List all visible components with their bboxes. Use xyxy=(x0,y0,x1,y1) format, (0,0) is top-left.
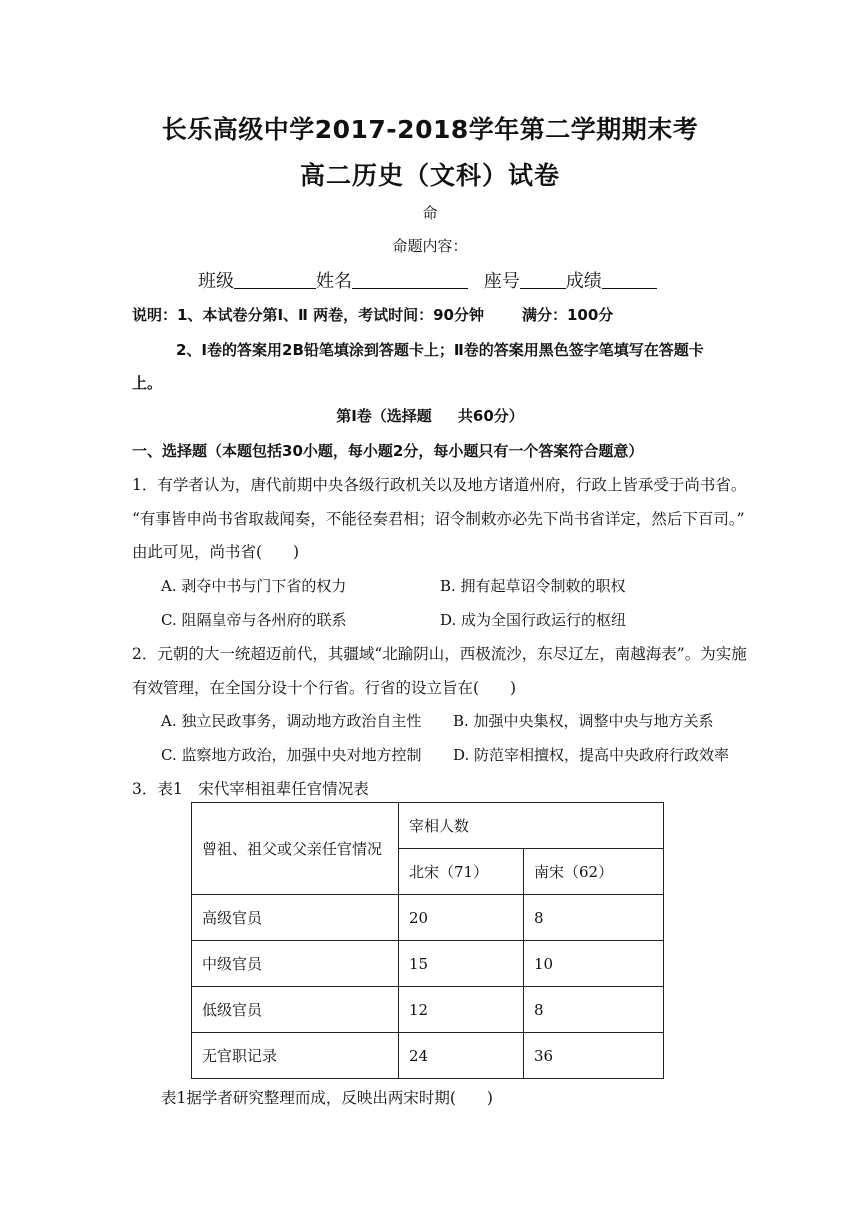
table-cell-value: 12 xyxy=(399,987,524,1033)
q3-stem: 表1据学者研究整理而成，反映出两宋时期( ) xyxy=(161,1089,493,1107)
table-row xyxy=(192,895,664,941)
q1-option-c: C. 阻隔皇帝与各州府的联系 xyxy=(161,611,347,629)
table-group-header: 宰相人数 xyxy=(399,803,664,849)
table-col-north-song: 北宋（71） xyxy=(399,849,524,895)
instruction-line-1 xyxy=(132,304,613,325)
q2-option-b: B. 加强中央集权，调整中央与地方关系 xyxy=(453,712,714,730)
class-blank xyxy=(234,270,316,289)
exam-title: 长乐高级中学2017-2018学年第二学期期末考 xyxy=(161,115,699,144)
table-cell-label: 高级官员 xyxy=(192,895,399,941)
q2-line-2: 有效管理，在全国分设十个行省。行省的设立旨在( ) xyxy=(132,679,517,697)
author-line: 命 xyxy=(422,204,438,222)
table-cell-value: 15 xyxy=(399,941,524,987)
instruction-line-2: 2、Ⅰ卷的答案用2B铅笔填涂到答题卡上；Ⅱ卷的答案用黑色签字笔填写在答题卡 xyxy=(176,341,704,359)
seat-label: 座号 xyxy=(483,271,520,292)
table-cell-value: 10 xyxy=(524,941,664,987)
table-cell-value: 20 xyxy=(399,895,524,941)
table-row xyxy=(192,1033,664,1079)
q1-option-a: A. 剥夺中书与门下省的权力 xyxy=(161,577,347,595)
student-info-row xyxy=(198,267,657,293)
q1-option-b: B. 拥有起草诏令制敕的职权 xyxy=(440,577,626,595)
q3-caption: 3．表1 宋代宰相祖辈任官情况表 xyxy=(132,780,369,798)
name-blank xyxy=(352,270,468,289)
q1-line-2: “有事皆申尚书省取裁闻奏，不能径奏君相；诏令制敕亦必先下尚书省详定，然后下百司。” xyxy=(132,510,745,528)
q1-line-3: 由此可见，尚书省( ) xyxy=(132,543,300,561)
part-heading: 一、选择题（本题包括30小题，每小题2分，每小题只有一个答案符合题意） xyxy=(132,442,644,460)
q1-line-1: 1．有学者认为，唐代前期中央各级行政机关以及地方诸道州府，行政上皆承受于尚书省。 xyxy=(132,476,747,494)
table-cell-label: 中级官员 xyxy=(192,941,399,987)
table-cell-label: 低级官员 xyxy=(192,987,399,1033)
instruction-line-3: 上。 xyxy=(132,374,163,392)
content-line: 命题内容： xyxy=(392,237,468,255)
name-label: 姓名 xyxy=(316,271,352,292)
q2-option-d: D. 防范宰相擅权，提高中央政府行政效率 xyxy=(453,746,730,764)
q2-line-1: 2．元朝的大一统超迈前代，其疆域“北踰阴山，西极流沙，东尽辽左，南越海表”。为实施 xyxy=(132,645,747,663)
table-col-south-song: 南宋（62） xyxy=(524,849,664,895)
table-row xyxy=(192,941,664,987)
score-label: 成绩 xyxy=(565,271,602,292)
seat-blank xyxy=(520,270,566,289)
q2-option-c: C. 监察地方政治，加强中央对地方控制 xyxy=(161,746,422,764)
instruction-time: 说明：1、本试卷分第Ⅰ、Ⅱ 两卷，考试时间：90分钟 xyxy=(132,306,484,324)
q2-option-a: A. 独立民政事务，调动地方政治自主性 xyxy=(161,712,422,730)
table-cell-label: 无官职记录 xyxy=(192,1033,399,1079)
instruction-full-score: 满分：100分 xyxy=(522,306,614,324)
exam-subtitle: 高二历史（文科）试卷 xyxy=(299,161,560,190)
officials-table xyxy=(191,802,664,1079)
section-title: 第Ⅰ卷（选择题 共60分） xyxy=(336,407,524,425)
q1-option-d: D. 成为全国行政运行的枢纽 xyxy=(440,611,627,629)
table-row-header: 曾祖、祖父或父亲任官情况 xyxy=(192,803,399,895)
class-label: 班级 xyxy=(198,271,234,292)
table-cell-value: 8 xyxy=(524,895,664,941)
score-blank xyxy=(602,270,657,289)
table-cell-value: 24 xyxy=(399,1033,524,1079)
table-cell-value: 8 xyxy=(524,987,664,1033)
table-cell-value: 36 xyxy=(524,1033,664,1079)
table-row xyxy=(192,987,664,1033)
